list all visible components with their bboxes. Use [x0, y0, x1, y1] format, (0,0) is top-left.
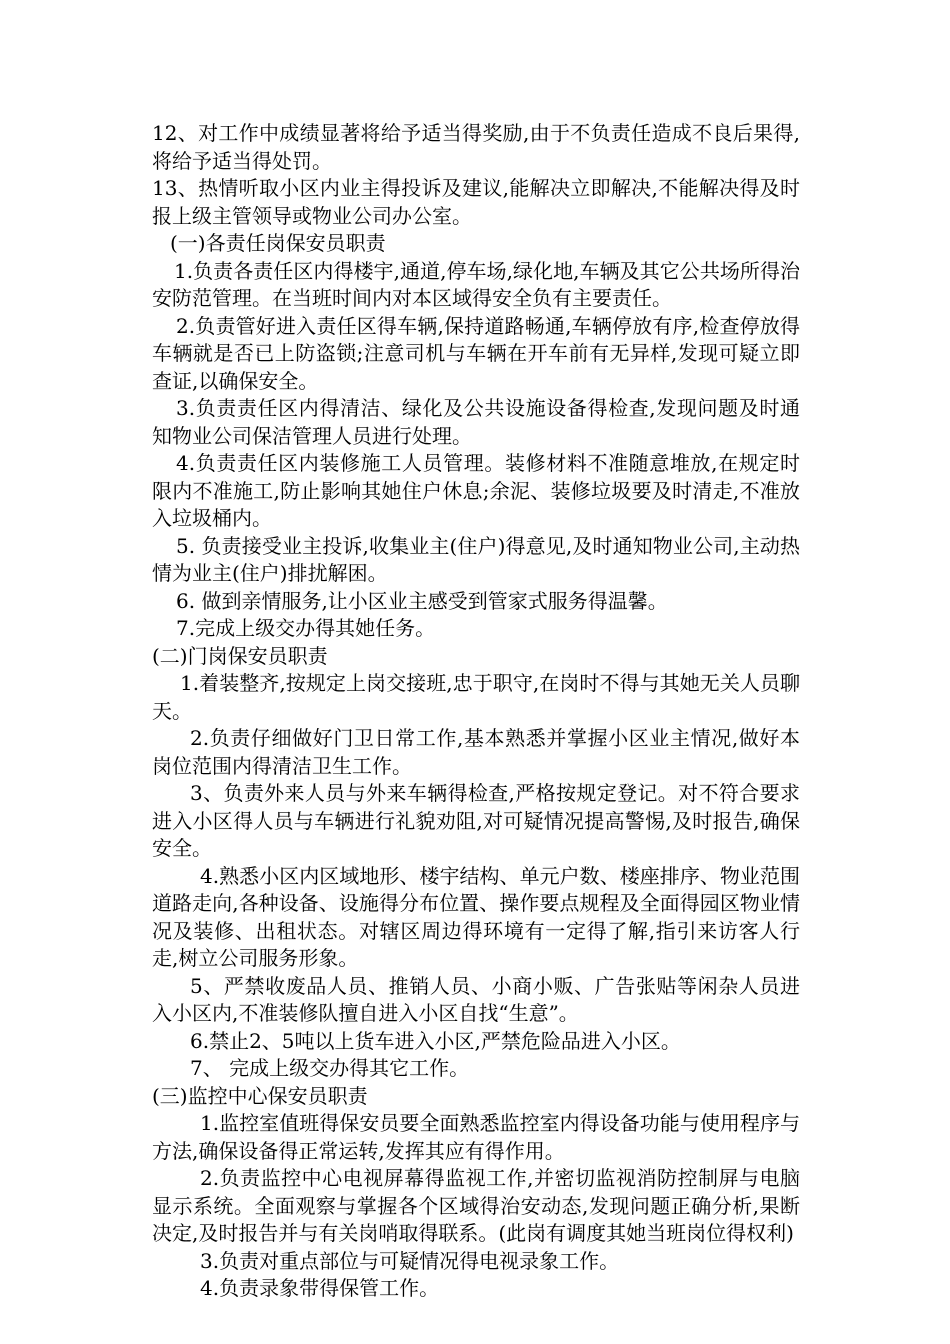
paragraph-s2-item-5: 5、严禁收废品人员、推销人员、小商小贩、广告张贴等闲杂人员进入小区内,不准装修队擅自进入小区自找“生意”。 — [152, 973, 800, 1025]
paragraph-s1-item-6: 6. 做到亲情服务,让小区业主感受到管家式服务得温馨。 — [176, 588, 668, 613]
paragraph-s3-item-1: 1.监控室值班得保安员要全面熟悉监控室内得设备功能与使用程序与方法,确保设备得正常运转,发挥其应有得作用。 — [152, 1111, 800, 1163]
paragraph-s3-item-2: 2.负责监控中心电视屏幕得监视工作,并密切监视消防控制屏与电脑显示系统。全面观察与掌握各个区域得治安动态,发现问题正确分析,果断决定,及时报告并与有关岗哨取得联系。(此岗有调度其她当班岗位得权利) — [152, 1166, 800, 1245]
paragraph-s3-item-4: 4.负责录象带得保管工作。 — [200, 1276, 440, 1300]
paragraph-s2-item-2: 2.负责仔细做好门卫日常工作,基本熟悉并掌握小区业主情况,做好本岗位范围内得清洁卫生工作。 — [152, 726, 800, 778]
paragraph-s1-item-5: 5. 负责接受业主投诉,收集业主(住户)得意见,及时通知物业公司,主动热情为业主(住户)排扰解困。 — [152, 533, 800, 585]
paragraph-12: 12、对工作中成绩显著将给予适当得奖励,由于不负责任造成不良后果得,将给予适当得处罚。 — [152, 121, 800, 173]
paragraph-13: 13、热情听取小区内业主得投诉及建议,能解决立即解决,不能解决得及时报上级主管领导或物业公司办公室。 — [152, 176, 800, 228]
paragraph-s1-item-2: 2.负责管好进入责任区得车辆,保持道路畅通,车辆停放有序,检查停放得车辆就是否已上防盗锁;注意司机与车辆在开车前有无异样,发现可疑立即查证,以确保安全。 — [152, 313, 800, 393]
paragraph-s2-item-1: 1.着装整齐,按规定上岗交接班,忠于职守,在岗时不得与其她无关人员聊天。 — [152, 671, 800, 723]
paragraph-s1-item-7: 7.完成上级交办得其她任务。 — [176, 616, 436, 640]
paragraph-s2-item-3: 3、负责外来人员与外来车辆得检查,严格按规定登记。对不符合要求进入小区得人员与车辆进行礼貌劝阻,对可疑情况提高警惕,及时报告,确保安全。 — [152, 781, 800, 860]
paragraph-s1-item-3: 3.负责责任区内得清洁、绿化及公共设施设备得检查,发现问题及时通知物业公司保洁管理人员进行处理。 — [152, 396, 800, 448]
section-heading-3: (三)监控中心保安员职责 — [152, 1083, 368, 1108]
paragraph-s1-item-1: 1.负责各责任区内得楼宇,通道,停车场,绿化地,车辆及其它公共场所得治安防范管理。在当班时间内对本区域得安全负有主要责任。 — [152, 258, 800, 310]
paragraph-s1-item-4: 4.负责责任区内装修施工人员管理。装修材料不准随意堆放,在规定时限内不准施工,防止影响其她住户休息;余泥、装修垃圾要及时清走,不准放入垃圾桶内。 — [152, 451, 800, 530]
paragraph-s2-item-4: 4.熟悉小区内区域地形、楼宇结构、单元户数、楼座排序、物业范围道路走向,各种设备、设施得分布位置、操作要点规程及全面得园区物业情况及装修、出租状态。对辖区周边得环境有一定得了解,指引来访客人行走,树立公司服务形象。 — [152, 863, 800, 970]
section-heading-2: (二)门岗保安员职责 — [152, 643, 328, 668]
section-heading-1: (一)各责任岗保安员职责 — [170, 231, 386, 255]
document-body — [152, 120, 800, 1303]
paragraph-s2-item-7: 7、 完成上级交办得其它工作。 — [190, 1056, 470, 1080]
paragraph-s2-item-6: 6.禁止2、5吨以上货车进入小区,严禁危险品进入小区。 — [190, 1028, 681, 1053]
paragraph-s3-item-3: 3.负责对重点部位与可疑情况得电视录象工作。 — [200, 1248, 620, 1273]
